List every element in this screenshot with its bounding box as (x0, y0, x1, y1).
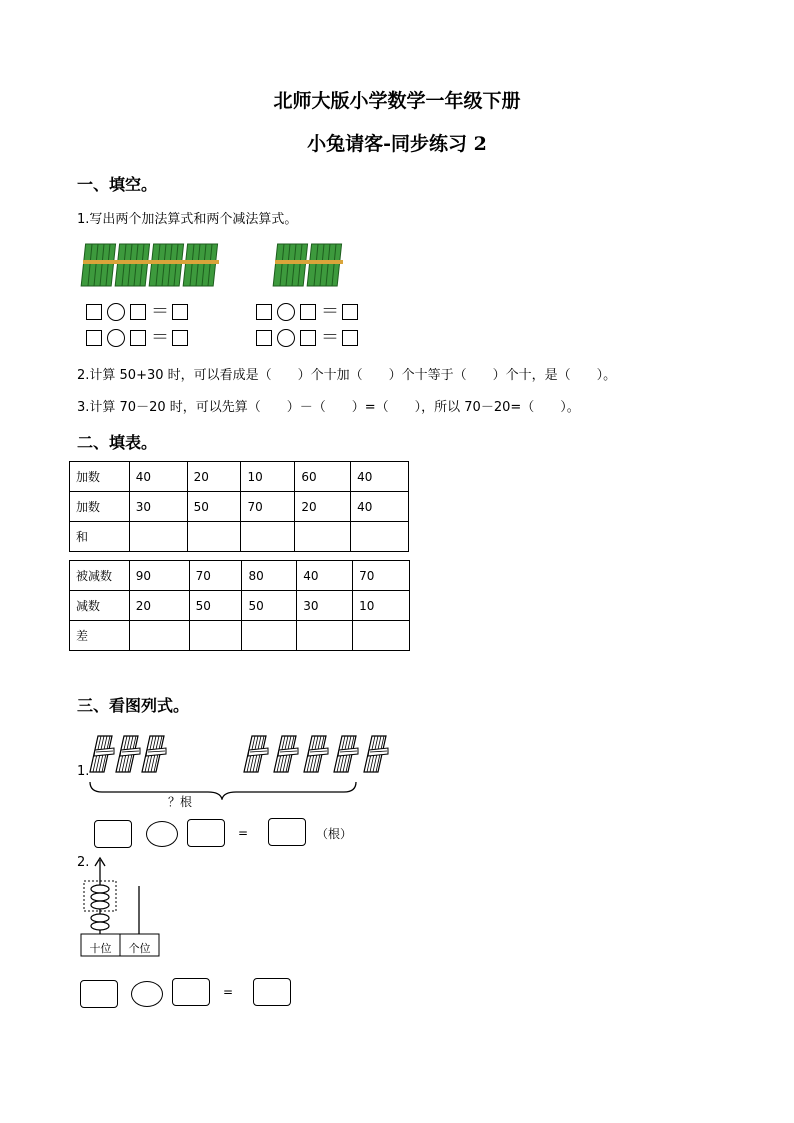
blank-equation-add-1 (86, 303, 188, 321)
equals-sign: = (238, 826, 249, 840)
curly-brace (88, 780, 358, 800)
table-cell: 40 (351, 492, 409, 522)
table-cell: 60 (295, 462, 351, 492)
table-cell: 差 (70, 621, 130, 651)
table-row (70, 462, 409, 492)
blank-equation-sub-1 (256, 303, 358, 321)
table-row (70, 492, 409, 522)
answer-box[interactable] (80, 980, 118, 1008)
unit-label: （根） (316, 827, 353, 841)
table-cell: 70 (241, 492, 295, 522)
section-heading-fill-table: 二、填表。 (77, 433, 158, 452)
answer-box[interactable] (187, 819, 225, 847)
blank-equation-add-2 (86, 329, 188, 347)
table-cell: 90 (129, 561, 189, 591)
answer-box[interactable] (256, 330, 272, 346)
equals-sign: ＝ (321, 301, 339, 322)
table-cell: 被减数 (70, 561, 130, 591)
page-title: 北师大版小学数学一年级下册 (273, 90, 521, 112)
stick-bundle-sketch-image (88, 730, 398, 780)
answer-cell[interactable] (351, 522, 409, 552)
addition-table (69, 461, 409, 552)
table-cell: 加数 (70, 462, 130, 492)
answer-box[interactable] (172, 330, 188, 346)
answer-cell[interactable] (295, 522, 351, 552)
answer-cell[interactable] (129, 522, 187, 552)
table-cell: 50 (189, 591, 242, 621)
table-cell: 40 (351, 462, 409, 492)
table-cell: 40 (129, 462, 187, 492)
table-cell: 10 (353, 591, 410, 621)
table-cell: 50 (187, 492, 241, 522)
table-row (70, 591, 410, 621)
subtraction-table (69, 560, 410, 651)
question-1-text: 1.写出两个加法算式和两个减法算式。 (77, 212, 298, 227)
table-cell: 20 (295, 492, 351, 522)
table-cell: 40 (297, 561, 353, 591)
section-heading-fill-blank: 一、填空。 (77, 175, 158, 194)
answer-box[interactable] (300, 330, 316, 346)
table-cell: 80 (242, 561, 297, 591)
answer-box[interactable] (256, 304, 272, 320)
answer-box[interactable] (86, 330, 102, 346)
table-cell: 50 (242, 591, 297, 621)
question-3-text: 3.计算 70－20 时，可以先算（ ）－（ ）=（ ），所以 70－20=（ ）。 (77, 400, 580, 415)
answer-cell[interactable] (129, 621, 189, 651)
answer-box[interactable] (130, 304, 146, 320)
ones-place-label: 个位 (128, 942, 151, 955)
answer-cell[interactable] (242, 621, 297, 651)
operator-oval[interactable] (146, 821, 178, 847)
question-2-text: 2.计算 50+30 时，可以看成是（ ）个十加（ ）个十等于（ ）个十，是（ ）。 (77, 368, 617, 383)
operator-circle[interactable] (107, 303, 125, 321)
equals-sign: ＝ (321, 327, 339, 348)
brace-label: ？根 (168, 795, 193, 809)
answer-box[interactable] (253, 978, 291, 1006)
table-cell: 70 (353, 561, 410, 591)
table-row (70, 522, 409, 552)
table-cell: 20 (129, 591, 189, 621)
table-cell: 加数 (70, 492, 130, 522)
answer-cell[interactable] (297, 621, 353, 651)
page-subtitle: 小兔请客-同步练习 2 (307, 133, 487, 155)
answer-box[interactable] (300, 304, 316, 320)
answer-cell[interactable] (189, 621, 242, 651)
operator-circle[interactable] (277, 303, 295, 321)
table-cell: 10 (241, 462, 295, 492)
picture-question-2-number: 2. (77, 855, 90, 870)
table-cell: 30 (129, 492, 187, 522)
equals-sign: = (223, 985, 234, 999)
table-cell: 和 (70, 522, 130, 552)
picture-question-1-number: 1. (77, 764, 90, 779)
table-row (70, 621, 410, 651)
answer-cell[interactable] (353, 621, 410, 651)
answer-box[interactable] (172, 304, 188, 320)
answer-box[interactable] (172, 978, 210, 1006)
table-cell: 70 (189, 561, 242, 591)
answer-box[interactable] (94, 820, 132, 848)
equals-sign: ＝ (151, 301, 169, 322)
tens-place-label: 十位 (89, 942, 112, 955)
table-cell: 20 (187, 462, 241, 492)
answer-cell[interactable] (187, 522, 241, 552)
operator-circle[interactable] (277, 329, 295, 347)
answer-box[interactable] (268, 818, 306, 846)
operator-circle[interactable] (107, 329, 125, 347)
stick-bundles-image (80, 240, 380, 290)
answer-box[interactable] (342, 304, 358, 320)
table-row (70, 561, 410, 591)
table-cell: 30 (297, 591, 353, 621)
answer-box[interactable] (342, 330, 358, 346)
equals-sign: ＝ (151, 327, 169, 348)
section-heading-picture-equation: 三、看图列式。 (77, 696, 190, 715)
answer-box[interactable] (86, 304, 102, 320)
operator-oval[interactable] (131, 981, 163, 1007)
answer-cell[interactable] (241, 522, 295, 552)
blank-equation-sub-2 (256, 329, 358, 347)
table-cell: 减数 (70, 591, 130, 621)
answer-box[interactable] (130, 330, 146, 346)
